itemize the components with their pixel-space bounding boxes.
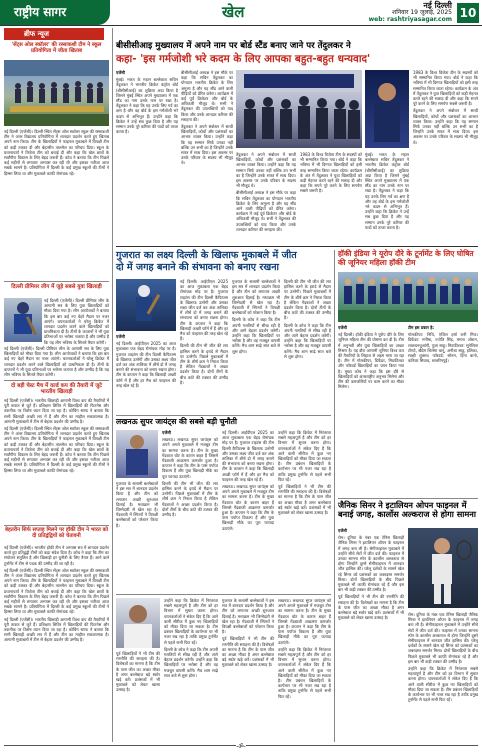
bottom-text5: लखनऊ। लखनऊ सुपर जायंट्स को अपने अगले मुकाबले में मजबूत टीम का सामना करना है। टीम के मुख्य गेंदबाज चोट के कारण बाहर हैं जिससे गेंदबाजी आक्रमण कमजोर हुआ है। कप्तान ने कहा कि टीम के पास पर्याप्त विकल्प हैं और युवा खिलाड़ी मौके का पूरा फायदा उठाएंगे। — [278, 598, 331, 645]
bottom-text2: दिल्ली के कोच ने कहा कि टीम अपनी गलतियों से सीख रही है और आगे बेहतर प्रदर्शन करेगी। उन्होंने कहा कि खिलाड़ियों पर भरोसा है और वह मजबूत वापसी करेंगे। मैच शाम साढ़े सात बजे से शुरू होगा। — [164, 646, 218, 678]
gujarat-text3: दिल्ली की टीम भी जीत की लय हासिल करने के इरादे से मैदान पर उतरेगी। पिछले मुकाबलों में टीम के शीर्ष क्रम ने निराश किया है लेकिन गेंदबाजों ने अच्छा प्रदर्शन किया है। दोनों टीमों के बीच कांटे की टक्कर की उम्मीद है। — [180, 343, 228, 385]
cricket-match-photo — [116, 279, 176, 331]
brief-story3-title: दो बड़ी चेस्ट मैच में वर्ल्ड कप की तैयारी में जुटे भारतीय खिलाड़ी — [11, 383, 102, 396]
tennis-player-figure — [408, 528, 478, 608]
column-divider — [334, 250, 335, 742]
hockey-headline: हॉकी इंडिया ने यूरोप दौरे के टूर्नामेंट के लिए घोषित की जूनियर महिला हॉकी टीम — [338, 249, 474, 267]
lead-kicker: बीसीसीआइ मुख्यालय में अपने नाम पर बोर्ड स्टैंड बनाए जाने पर तेंदुलकर ने — [116, 41, 351, 51]
brief-story4-text-extra: नई दिल्ली (एजेंसी)। दिल्ली स्थित सेंट्स ओल स्कॉलर स्कूल की रस्साकशी टीम ने अंतर विद्यालय प्रतियोगिता में शानदार प्रदर्शन करते हुए खिताब अपने नाम किया। टीम के खिलाड़ियों ने फाइनल मुकाबले में विपक्षी टीम को कड़ी टक्कर दी और बेहतरीन तालमेल का परिचय दिया। स्कूल के प्रधानाचार्य ने विजेता टीम को बधाई दी और कहा कि खेल छात्रों के सर्वांगीण विकास के लिए बेहद जरूरी हैं। कोच ने बताया कि टीम पिछले कई महीनों से लगातार अभ्यास कर रही थी और इसका नतीजा आज सबके सामने है। प्रतियोगिता में दिल्ली के कई प्रमुख स्कूलों की टीमों ने हिस्सा लिया था और मुकाबले काफी रोमांचक रहे। — [4, 567, 109, 615]
lsg-text3: नई दिल्ली। आईपीएल 2025 का आज मुकाबला एक बेहद रोमांचक मोड़ पर है। गुजरात टाइटंस की टीम दिल्ली कैपिटल्स के खिलाफ उतरेगी और उसका लक्ष्य जीत दर्ज कर अंक तालिका में शीर्ष दो में जगह बनाने की संभावना को बनाए रखना होगा। टीम के कप्तान ने कहा कि खिलाड़ी अच्छी फॉर्म में हैं और हर मैच को फाइनल की तरह खेल रहे हैं। — [222, 430, 274, 482]
divider — [4, 525, 109, 526]
lsg-text0: गुजरात के सलामी बल्लेबाजों ने इस सत्र में शानदार प्रदर्शन किया है और टीम को लगातार अच्छी शुरुआत दिलाई है। मध्यक्रम भी जिम्मेदारी से खेल रहा है। गेंदबाजी में स्पिनरों ने विपक्षी बल्लेबाजों को परेशान किया है। — [116, 481, 158, 528]
gujarat-text2: नई दिल्ली। आईपीएल 2025 का आज मुकाबला एक बेहद रोमांचक मोड़ पर है। गुजरात टाइटंस की टीम दिल्ली कैपिटल्स के खिलाफ उतरेगी और उसका लक्ष्य जीत दर्ज कर अंक तालिका में शीर्ष दो में जगह बनाने की संभावना को बनाए रखना होगा। टीम के कप्तान ने कहा कि खिलाड़ी अच्छी फॉर्म में हैं और हर मैच को फाइनल की तरह खेल रहे हैं। — [180, 279, 228, 342]
brief-news-label: ब्रीफ न्यूज — [4, 28, 104, 40]
masthead-dateline — [369, 2, 452, 23]
brief-story2-text-cont: नई दिल्ली (एजेंसी)। दिल्ली प्रीमियर लीग के आगामी सत्र के लिए युवा खिलाड़ियों को मौका दिया गया है। लीग आयोजकों ने बताया कि इस बार कई नए चेहरे मैदान पर नजर आएंगे। चयनकर्ताओं ने घरेलू क्रिकेट में शानदार प्रदर्शन करने वाले खिलाड़ियों को प्राथमिकता दी है। टीमों के कप्तानों ने भी युवा प्रतिभाओं पर भरोसा जताया है और उम्मीद है कि यह लीग भविष्य के सितारे तैयार करेगी। — [4, 346, 109, 378]
bottom-col3 — [278, 598, 331, 739]
lsg-text5: उन्होंने कहा कि क्रिकेट में निरंतरता सबसे महत्वपूर्ण है और टीम को हर विभाग में सुधार करना होगा। चयनकर्ताओं ने संकेत दिए हैं कि आने वाली सीरीज में कुछ नए खिलाड़ियों को मौका दिया जा सकता है। टीम प्रबंधन खिलाड़ियों के कार्यभार पर भी नजर रख रहा है ताकि प्रमुख टूर्नामेंट से पहले सभी फिट रहें। — [278, 430, 331, 482]
masthead-city: नई दिल्ली — [423, 1, 452, 10]
lsg-player-figure — [116, 430, 158, 478]
hockey-squad-title: टीम इस प्रकार है: — [408, 325, 435, 330]
gujarat-col2 — [180, 279, 228, 412]
hockey-dateline: एजेंसी — [338, 325, 347, 330]
masthead-brand: राष्ट्रीय सागर — [0, 0, 110, 25]
lead-text9: तेंदुलकर ने अपने संबोधन में साथी खिलाड़ियों, कोचों और प्रशंसकों का आभार व्यक्त किया। उन्होंने कहा कि यह सम्मान सिर्फ उनका नहीं बल्कि उन सभी का है जिन्होंने उनके सफर में साथ दिया। इस अवसर पर उनके परिवार के सदस्य भी मौजूद थे। — [413, 108, 478, 145]
lead-col5 — [365, 152, 409, 242]
section-divider — [116, 246, 478, 247]
gujarat-col4 — [284, 279, 331, 412]
brief-story1-body — [4, 129, 109, 279]
gujarat-text1: नई दिल्ली। आईपीएल 2025 का आज मुकाबला एक बेहद रोमांचक मोड़ पर है। गुजरात टाइटंस की टीम दिल्ली कैपिटल्स के खिलाफ उतरेगी और उसका लक्ष्य जीत दर्ज कर अंक तालिका में शीर्ष दो में जगह बनाने की संभावना को बनाए रखना होगा। टीम के कप्तान ने कहा कि खिलाड़ी अच्छी फॉर्म में हैं और हर मैच को फाइनल की तरह खेल रहे हैं। — [116, 341, 176, 388]
bottom-text1: उन्होंने कहा कि क्रिकेट में निरंतरता सबसे महत्वपूर्ण है और टीम को हर विभाग में सुधार करना होगा। चयनकर्ताओं ने संकेत दिए हैं कि आने वाली सीरीज में कुछ नए खिलाड़ियों को मौका दिया जा सकता है। टीम प्रबंधन खिलाड़ियों के कार्यभार पर भी नजर रख रहा है ताकि प्रमुख टूर्नामेंट से पहले सभी फिट रहें। — [164, 598, 218, 645]
gujarat-headline-1: गुजरात का लक्ष्य दिल्ली के खिलाफ मुकाबले में जीत — [116, 250, 297, 261]
felicitation-figures — [236, 70, 362, 148]
column-divider — [112, 28, 113, 742]
lead-text3: तेंदुलकर ने अपने संबोधन में साथी खिलाड़ियों, कोचों और प्रशंसकों का आभार व्यक्त किया। उन्होंने कहा कि यह सम्मान सिर्फ उनका नहीं बल्कि उन सभी का है जिन्होंने उनके सफर में साथ दिया। इस अवसर पर उनके परिवार के सदस्य भी मौजूद थे। — [181, 124, 233, 166]
cricketer-figure — [4, 298, 42, 342]
lsg-col3 — [278, 430, 331, 590]
divider — [116, 594, 331, 595]
lsg-dateline: एजेंसी — [162, 430, 171, 435]
brief-story3-body — [4, 398, 109, 523]
lead-text7: मुंबई। भारत के महान बल्लेबाज सचिन तेंदुलकर ने भारतीय क्रिकेट कंट्रोल बोर्ड (बीसीसीआई) का शुक्रिया अदा किया है जिसने मुंबई स्थित अपने मुख्यालय में एक स्टैंड का नाम उनके नाम पर रखा है। तेंदुलकर ने कहा कि यह उनके लिए गर्व का क्षण है और वह बोर्ड के इस गर्मजोशी भरे कदम से अभिभूत हैं। उन्होंने कहा कि क्रिकेट ने उन्हें सब कुछ दिया है और यह सम्मान उनके पूरे करियर की यादों को ताजा करता है। — [365, 152, 409, 230]
bottom-text4: पूर्व खिलाड़ियों ने भी टीम की रणनीति की सराहना की है। विशेषज्ञों का मानना है कि टीम के पास जीत का अच्छा मौका है अगर बल्लेबाज बड़े स्कोर खड़े करें। प्रशंसकों में भी मुकाबले को लेकर खासा उत्साह है। — [222, 636, 274, 668]
lsg-text4: लखनऊ। लखनऊ सुपर जायंट्स को अपने अगले मुकाबले में मजबूत टीम का सामना करना है। टीम के मुख्य गेंदबाज चोट के कारण बाहर हैं जिससे गेंदबाजी आक्रमण कमजोर हुआ है। कप्तान ने कहा कि टीम के पास पर्याप्त विकल्प हैं और युवा खिलाड़ी मौके का पूरा फायदा उठाएंगे। — [222, 484, 274, 531]
gujarat-col3 — [232, 279, 280, 412]
divider — [4, 281, 109, 282]
sinner-text2: पूर्व खिलाड़ियों ने भी टीम की रणनीति की सराहना की है। विशेषज्ञों का मानना है कि टीम के पास जीत का अच्छा मौका है अगर बल्लेबाज बड़े स्कोर खड़े करें। प्रशंसकों में भी मुकाबले को लेकर खासा उत्साह है। — [338, 594, 404, 621]
tug-of-war-figures — [4, 60, 109, 126]
cricketer-photo — [4, 298, 42, 342]
sinner-headline: जैनिक सिनर ने इटालियन ओपन फाइनल में बनाई जगह, कार्लोस अल्कराज से होगा सामना — [338, 500, 476, 520]
tendulkar-figure — [365, 70, 409, 148]
gujarat-dateline: एजेंसी — [116, 334, 125, 339]
tendulkar-stand-photo — [236, 70, 362, 148]
divider — [338, 498, 478, 499]
brief-story4-body — [4, 545, 109, 740]
footer-mark: -ॐ- — [236, 743, 246, 750]
hockey-text1: नई दिल्ली। हॉकी इंडिया ने यूरोप दौरे के लिए जूनियर महिला टीम की घोषणा कर दी है। टीम में अनुभवी और युवा खिलाड़ियों का अच्छा मिश्रण है। यह दौरा आगामी जूनियर विश्व कप की तैयारियों के लिहाज से अहम माना जा रहा है। टीम में गोलकीपर, डिफेंडर, मिडफील्डर और फॉरवर्ड खिलाड़ियों का चयन किया गया है। मुख्य कोच ने कहा कि इस दौरे से खिलाड़ियों को अंतरराष्ट्रीय अनुभव मिलेगा और टीम की कमजोरियों पर काम करने का मौका मिलेगा। — [338, 332, 404, 390]
gujarat-col1 — [116, 334, 176, 412]
brief-story2-body-a — [44, 298, 109, 346]
lead-headline: कहा- 'इस गर्मजोशी भरे कदम के लिए आपका बहुत-बहुत धन्यवाद' — [116, 53, 371, 65]
hockey-squad: गोलकीपर: निधि, एंजिल हर्षा रानी मिंज। डिफेंडर: मनीषा, ज्योति सिंह, ममता ओराम, लालथनथुआंगी, पूजा साहू। मिडफील्डर: सुनेलिता टोप्पो, खैदेम शिलेमा चानू, अनीशा साहू, इशिका, साक्षी शुक्ला। फॉरवर्ड: सोनम, हिना बानो, कनिका सिवाच, लालरिनपुई। — [408, 332, 478, 364]
brief-story2-text: नई दिल्ली (एजेंसी)। दिल्ली प्रीमियर लीग के आगामी सत्र के लिए युवा खिलाड़ियों को मौका दिया गया है। लीग आयोजकों ने बताया कि इस बार कई नए चेहरे मैदान पर नजर आएंगे। चयनकर्ताओं ने घरेलू क्रिकेट में शानदार प्रदर्शन करने वाले खिलाड़ियों को प्राथमिकता दी है। टीमों के कप्तानों ने भी युवा प्रतिभाओं पर भरोसा जताया है और उम्मीद है कि यह लीग भविष्य के सितारे तैयार करेगी। — [44, 298, 109, 345]
lsg-text1: लखनऊ। लखनऊ सुपर जायंट्स को अपने अगले मुकाबले में मजबूत टीम का सामना करना है। टीम के मुख्य गेंदबाज चोट के कारण बाहर हैं जिससे गेंदबाजी आक्रमण कमजोर हुआ है। कप्तान ने कहा कि टीम के पास पर्याप्त विकल्प हैं और युवा खिलाड़ी मौके का पूरा फायदा उठाएंगे। — [162, 437, 218, 479]
lsg-col2 — [222, 430, 274, 590]
sinner-col1 — [338, 528, 404, 740]
bottom-col2 — [222, 598, 274, 739]
masthead-date: शनिवार 19 जुलाई, 2025 — [392, 9, 452, 16]
lead-col1 — [116, 70, 178, 242]
lead-text1: मुंबई। भारत के महान बल्लेबाज सचिन तेंदुलकर ने भारतीय क्रिकेट कंट्रोल बोर्ड (बीसीसीआई) का शुक्रिया अदा किया है जिसने मुंबई स्थित अपने मुख्यालय में एक स्टैंड का नाम उनके नाम पर रखा है। तेंदुलकर ने कहा कि यह उनके लिए गर्व का क्षण है और वह बोर्ड के इस गर्मजोशी भरे कदम से अभिभूत हैं। उन्होंने कहा कि क्रिकेट ने उन्हें सब कुछ दिया है और यह सम्मान उनके पूरे करियर की यादों को ताजा करता है। — [116, 77, 178, 135]
tug-of-war-photo — [4, 60, 109, 126]
brief-story1-title: 'सेंट्स ओल स्कॉलर' की रस्साकशी टीम ने स्कूल प्रतियोगिता में जीता खिताब — [11, 42, 102, 54]
lsg-headline: लखनऊ सुपर जायंट्स की सबसे बड़ी चुनौती — [116, 417, 237, 426]
page-number: 10 — [457, 3, 479, 23]
bottom-text3: गुजरात के सलामी बल्लेबाजों ने इस सत्र में शानदार प्रदर्शन किया है और टीम को लगातार अच्छी शुरुआत दिलाई है। मध्यक्रम भी जिम्मेदारी से खेल रहा है। गेंदबाजी में स्पिनरों ने विपक्षी बल्लेबाजों को परेशान किया है। — [222, 598, 274, 635]
sinner-text1: रोम। दुनिया के नंबर एक टेनिस खिलाड़ी जैनिक सिनर ने इटालियन ओपन के फाइनल में जगह बना ली है। सेमीफाइनल मुकाबले में उन्होंने सीधे सेटों में जीत दर्ज की। फाइनल में उनका सामना स्पेन के कार्लोस अल्कराज से होगा जिन्होंने दूसरे सेमीफाइनल में शानदार जीत हासिल की। घरेलू दर्शकों के सामने खेल रहे सिनर को प्रशंसकों का जबरदस्त समर्थन मिला। दोनों खिलाड़ियों के बीच पिछले मुकाबले भी काफी रोमांचक रहे हैं और इस बार भी कड़ी टक्कर की उम्मीद है। — [338, 535, 404, 593]
lead-text4: तेंदुलकर ने अपने संबोधन में साथी खिलाड़ियों, कोचों और प्रशंसकों का आभार व्यक्त किया। उन्होंने कहा कि यह सम्मान सिर्फ उनका नहीं बल्कि उन सभी का है जिन्होंने उनके सफर में साथ दिया। इस अवसर पर उनके परिवार के सदस्य भी मौजूद थे। — [236, 152, 296, 189]
gujarat-headline-2: दो में जगह बनाने की संभावना को बनाए रखना — [116, 262, 279, 273]
lead-text2: बीसीसीआई अध्यक्ष ने इस मौके पर कहा कि सचिन तेंदुलकर का योगदान भारतीय क्रिकेट के लिए अमूल्य है और यह स्टैंड आने वाली पीढ़ियों को प्रेरित करेगा। कार्यक्रम में कई पूर्व क्रिकेटर और बोर्ड के अधिकारी मौजूद थे। सभी ने तेंदुलकर की उपलब्धियों को याद किया और उनके शानदार करियर की सराहना की। — [181, 70, 233, 122]
lsg-text2: दिल्ली की टीम भी जीत की लय हासिल करने के इरादे से मैदान पर उतरेगी। पिछले मुकाबलों में टीम के शीर्ष क्रम ने निराश किया है लेकिन गेंदबाजों ने अच्छा प्रदर्शन किया है। दोनों टीमों के बीच कांटे की टक्कर की उम्मीद है। — [162, 480, 218, 518]
gujarat-text4: गुजरात के सलामी बल्लेबाजों ने इस सत्र में शानदार प्रदर्शन किया है और टीम को लगातार अच्छी शुरुआत दिलाई है। मध्यक्रम भी जिम्मेदारी से खेल रहा है। गेंदबाजी में स्पिनरों ने विपक्षी बल्लेबाजों को परेशान किया है। — [232, 279, 280, 316]
lead-col6 — [413, 70, 478, 242]
masthead — [0, 0, 482, 26]
masthead-site: web: rashtriyasagar.com — [368, 16, 452, 23]
gujarat-text5: दिल्ली के कोच ने कहा कि टीम अपनी गलतियों से सीख रही है और आगे बेहतर प्रदर्शन करेगी। उन्होंने कहा कि खिलाड़ियों पर भरोसा है और वह मजबूत वापसी करेंगे। मैच शाम साढ़े सात बजे से शुरू होगा। — [232, 317, 280, 354]
lead-col2 — [181, 70, 233, 242]
gujarat-text7: दिल्ली के कोच ने कहा कि टीम अपनी गलतियों से सीख रही है और आगे बेहतर प्रदर्शन करेगी। उन्होंने कहा कि खिलाड़ियों पर भरोसा है और वह मजबूत वापसी करेंगे। मैच शाम साढ़े सात बजे से शुरू होगा। — [284, 322, 331, 359]
tendulkar-portrait-photo — [365, 70, 409, 148]
brief-story4-title: बेहतरीन सिर्फ सप्ताह मिलने पर हॉकी टीम ने भारत को दी प्रतिद्वंद्वियों को चेतावनी — [5, 527, 108, 539]
hockey-team-photo — [338, 272, 478, 322]
lead-col3 — [236, 152, 296, 242]
brief-story1-text: नई दिल्ली (एजेंसी)। दिल्ली स्थित सेंट्स ओल स्कॉलर स्कूल की रस्साकशी टीम ने अंतर विद्यालय प्रतियोगिता में शानदार प्रदर्शन करते हुए खिताब अपने नाम किया। टीम के खिलाड़ियों ने फाइनल मुकाबले में विपक्षी टीम को कड़ी टक्कर दी और बेहतरीन तालमेल का परिचय दिया। स्कूल के प्रधानाचार्य ने विजेता टीम को बधाई दी और कहा कि खेल छात्रों के सर्वांगीण विकास के लिए बेहद जरूरी हैं। कोच ने बताया कि टीम पिछले कई महीनों से लगातार अभ्यास कर रही थी और इसका नतीजा आज सबके सामने है। प्रतियोगिता में दिल्ली के कई प्रमुख स्कूलों की टीमों ने हिस्सा लिया था और मुकाबले काफी रोमांचक रहे। — [4, 129, 109, 176]
lead-text6: 1983 के विश्व विजेता टीम के सदस्यों को भी सम्मानित किया गया। बोर्ड ने कहा कि भविष्य में भी दिग्गज खिलाड़ियों को इसी तरह सम्मानित किया जाता रहेगा। कार्यक्रम के अंत में तेंदुलकर ने युवा खिलाड़ियों को कड़ी मेहनत करते रहने की सलाह दी और कहा कि सपने पूरे करने के लिए समर्पण सबसे जरूरी है। — [300, 152, 362, 194]
gujarat-text6: दिल्ली की टीम भी जीत की लय हासिल करने के इरादे से मैदान पर उतरेगी। पिछले मुकाबलों में टीम के शीर्ष क्रम ने निराश किया है लेकिन गेंदबाजों ने अच्छा प्रदर्शन किया है। दोनों टीमों के बीच कांटे की टक्कर की उम्मीद है। — [284, 279, 331, 321]
sinner-dateline: एजेंसी — [338, 528, 347, 533]
lsg-text6: पूर्व खिलाड़ियों ने भी टीम की रणनीति की सराहना की है। विशेषज्ञों का मानना है कि टीम के पास जीत का अच्छा मौका है अगर बल्लेबाज बड़े स्कोर खड़े करें। प्रशंसकों में भी मुकाबले को लेकर खासा उत्साह है। — [278, 484, 331, 516]
brief-story3-text-extra: नई दिल्ली (एजेंसी)। दिल्ली स्थित सेंट्स ओल स्कॉलर स्कूल की रस्साकशी टीम ने अंतर विद्यालय प्रतियोगिता में शानदार प्रदर्शन करते हुए खिताब अपने नाम किया। टीम के खिलाड़ियों ने फाइनल मुकाबले में विपक्षी टीम को कड़ी टक्कर दी और बेहतरीन तालमेल का परिचय दिया। स्कूल के प्रधानाचार्य ने विजेता टीम को बधाई दी और कहा कि खेल छात्रों के सर्वांगीण विकास के लिए बेहद जरूरी हैं। कोच ने बताया कि टीम पिछले कई महीनों से लगातार अभ्यास कर रही थी और इसका नतीजा आज सबके सामने है। प्रतियोगिता में दिल्ली के कई प्रमुख स्कूलों की टीमों ने हिस्सा लिया था और मुकाबले काफी रोमांचक रहे। — [4, 426, 109, 473]
lead-dateline: एजेंसी — [116, 70, 125, 75]
brief-story4-text: नई दिल्ली (एजेंसी)। भारतीय हॉकी टीम ने अभ्यास सत्र में शानदार प्रदर्शन करते हुए प्रतिद्वंद्वी टीमों को कड़ा संदेश दिया है। कोच ने कहा कि टीम का संयोजन संतुलित है और खिलाड़ी हर चुनौती के लिए तैयार हैं। आने वाले टूर्नामेंट में टीम से पदक की उम्मीद की जा रही है। — [4, 545, 109, 566]
sinner-text3: रोम। दुनिया के नंबर एक टेनिस खिलाड़ी जैनिक सिनर ने इटालियन ओपन के फाइनल में जगह बना ली है। सेमीफाइनल मुकाबले में उन्होंने सीधे सेटों में जीत दर्ज की। फाइनल में उनका सामना स्पेन के कार्लोस अल्कराज से होगा जिन्होंने दूसरे सेमीफाइनल में शानदार जीत हासिल की। घरेलू दर्शकों के सामने खेल रहे सिनर को प्रशंसकों का जबरदस्त समर्थन मिला। दोनों खिलाड़ियों के बीच पिछले मुकाबले भी काफी रोमांचक रहे हैं और इस बार भी कड़ी टक्कर की उम्मीद है। — [408, 612, 478, 664]
player-portrait-photo — [116, 598, 160, 648]
divider — [4, 380, 109, 381]
sinner-col2 — [408, 612, 478, 740]
brief-story2-title: दिल्ली प्रीमियर लीग में जुड़े सबसे युवा खिलाड़ी — [11, 284, 102, 290]
hockey-col1 — [338, 325, 404, 495]
lsg-col0 — [116, 481, 158, 591]
bottom-text6: उन्होंने कहा कि क्रिकेट में निरंतरता सबसे महत्वपूर्ण है और टीम को हर विभाग में सुधार करना होगा। चयनकर्ताओं ने संकेत दिए हैं कि आने वाली सीरीज में कुछ नए खिलाड़ियों को मौका दिया जा सकता है। टीम प्रबंधन खिलाड़ियों के कार्यभार पर भी नजर रख रहा है ताकि प्रमुख टूर्नामेंट से पहले सभी फिट रहें। — [278, 646, 331, 699]
lsg-player-photo — [116, 430, 158, 478]
hockey-team-figures — [338, 272, 478, 322]
lsg-col1 — [162, 430, 218, 590]
brief-story2-body-b — [4, 346, 109, 378]
hockey-col2 — [408, 325, 478, 495]
section-title: खेल — [222, 3, 245, 21]
sinner-text4: उन्होंने कहा कि क्रिकेट में निरंतरता सबसे महत्वपूर्ण है और टीम को हर विभाग में सुधार करना होगा। चयनकर्ताओं ने संकेत दिए हैं कि आने वाली सीरीज में कुछ नए खिलाड़ियों को मौका दिया जा सकता है। टीम प्रबंधन खिलाड़ियों के कार्यभार पर भी नजर रख रहा है ताकि प्रमुख टूर्नामेंट से पहले सभी फिट रहें। — [408, 666, 478, 703]
brief-story3-text: नई दिल्ली (एजेंसी)। भारतीय खिलाड़ी आगामी विश्व कप की तैयारियों में पूरी ताकत से जुटे हैं। प्रशिक्षण शिविर में खिलाड़ियों की फिटनेस और तकनीक पर विशेष ध्यान दिया जा रहा है। कोचिंग स्टाफ ने बताया कि सभी खिलाड़ी अच्छी लय में हैं और टीम का माहौल सकारात्मक है। आगामी मुकाबलों में टीम से बेहतर प्रदर्शन की उम्मीद है। — [4, 398, 109, 424]
cricket-batsman-figure — [116, 279, 176, 331]
bottom-text0: पूर्व खिलाड़ियों ने भी टीम की रणनीति की सराहना की है। विशेषज्ञों का मानना है कि टीम के पास जीत का अच्छा मौका है अगर बल्लेबाज बड़े स्कोर खड़े करें। प्रशंसकों में भी मुकाबले को लेकर खासा उत्साह है। — [116, 651, 160, 693]
bottom-col1 — [164, 598, 218, 739]
divider — [116, 415, 331, 416]
brief-story4-text-extra2: नई दिल्ली (एजेंसी)। भारतीय खिलाड़ी आगामी विश्व कप की तैयारियों में पूरी ताकत से जुटे हैं। प्रशिक्षण शिविर में खिलाड़ियों की फिटनेस और तकनीक पर विशेष ध्यान दिया जा रहा है। कोचिंग स्टाफ ने बताया कि सभी खिलाड़ी अच्छी लय में हैं और टीम का माहौल सकारात्मक है। आगामी मुकाबलों में टीम से बेहतर प्रदर्शन की उम्मीद है। — [4, 616, 109, 643]
tennis-player-photo — [408, 528, 478, 608]
lead-text5: बीसीसीआई अध्यक्ष ने इस मौके पर कहा कि सचिन तेंदुलकर का योगदान भारतीय क्रिकेट के लिए अमूल्य है और यह स्टैंड आने वाली पीढ़ियों को प्रेरित करेगा। कार्यक्रम में कई पूर्व क्रिकेटर और बोर्ड के अधिकारी मौजूद थे। सभी ने तेंदुलकर की उपलब्धियों को याद किया और उनके शानदार करियर की सराहना की। — [236, 190, 296, 232]
bottom-col0 — [116, 651, 160, 739]
lead-text8: 1983 के विश्व विजेता टीम के सदस्यों को भी सम्मानित किया गया। बोर्ड ने कहा कि भविष्य में भी दिग्गज खिलाड़ियों को इसी तरह सम्मानित किया जाता रहेगा। कार्यक्रम के अंत में तेंदुलकर ने युवा खिलाड़ियों को कड़ी मेहनत करते रहने की सलाह दी और कहा कि सपने पूरे करने के लिए समर्पण सबसे जरूरी है। — [413, 70, 478, 107]
lead-col4 — [300, 152, 362, 242]
player-portrait-figure — [116, 598, 160, 648]
